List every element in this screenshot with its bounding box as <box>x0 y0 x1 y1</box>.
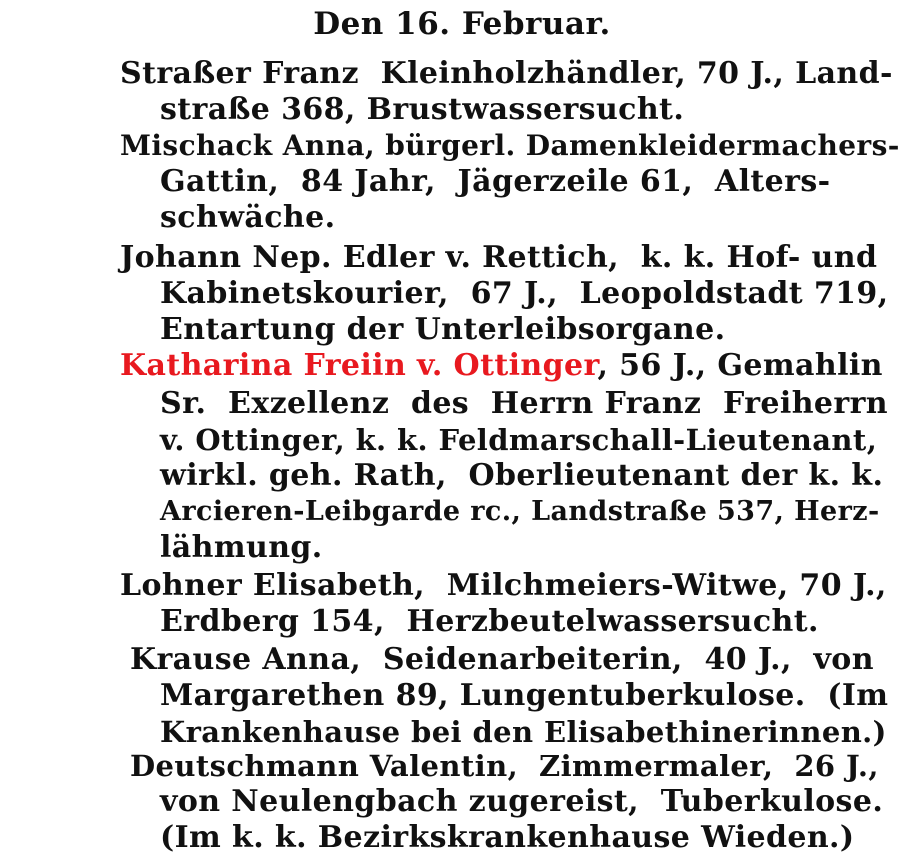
entry-line: Krankenhause bei den Elisabethinerinnen.) <box>160 715 887 749</box>
entry-line: wirkl. geh. Rath, Oberlieutenant der k. k. <box>160 458 884 493</box>
entry-line: straße 368, Brustwassersucht. <box>160 92 685 127</box>
entry-line: Gattin, 84 Jahr, Jägerzeile 61, Alters- <box>160 164 831 199</box>
entry-line: Krause Anna, Seidenarbeiterin, 40 J., von <box>130 642 874 677</box>
entry-line: v. Ottinger, k. k. Feldmarschall-Lieutenant, <box>160 423 878 457</box>
highlighted-name: Katharina Freiin v. Ottinger <box>120 348 598 383</box>
entry-line: Margarethen 89, Lungentuberkulose. (Im <box>160 678 889 713</box>
entry-line: Entartung der Unterleibsorgane. <box>160 312 726 347</box>
entry-line: Lohner Elisabeth, Milchmeiers-Witwe, 70 J., <box>120 568 887 603</box>
entry-line: schwäche. <box>160 200 336 235</box>
entry-line: Johann Nep. Edler v. Rettich, k. k. Hof- und <box>120 240 878 275</box>
entry-line: (Im k. k. Bezirkskrankenhause Wieden.) <box>160 820 855 855</box>
entry-line: Erdberg 154, Herzbeutelwassersucht. <box>160 604 819 639</box>
entry-first-line <box>120 348 883 384</box>
entry-line: Arcieren-Leibgarde rc., Landstraße 537, Herz- <box>160 496 880 527</box>
entry-line: Sr. Exzellenz des Herrn Franz Freiherrn <box>160 386 889 421</box>
entry-line: lähmung. <box>160 530 323 565</box>
entry-line: Kabinetskourier, 67 J., Leopoldstadt 719, <box>160 276 889 311</box>
entry-line-rest: , 56 J., Gemahlin <box>597 348 883 383</box>
entry-line: Deutschmann Valentin, Zimmermaler, 26 J., <box>130 749 879 783</box>
page-heading: Den 16. Februar. <box>313 6 611 42</box>
entry-line: Mischack Anna, bürgerl. Damenkleidermachers- <box>120 129 900 162</box>
entry-line: Straßer Franz Kleinholzhändler, 70 J., Land- <box>120 56 893 91</box>
entry-line: von Neulengbach zugereist, Tuberkulose. <box>160 784 884 819</box>
